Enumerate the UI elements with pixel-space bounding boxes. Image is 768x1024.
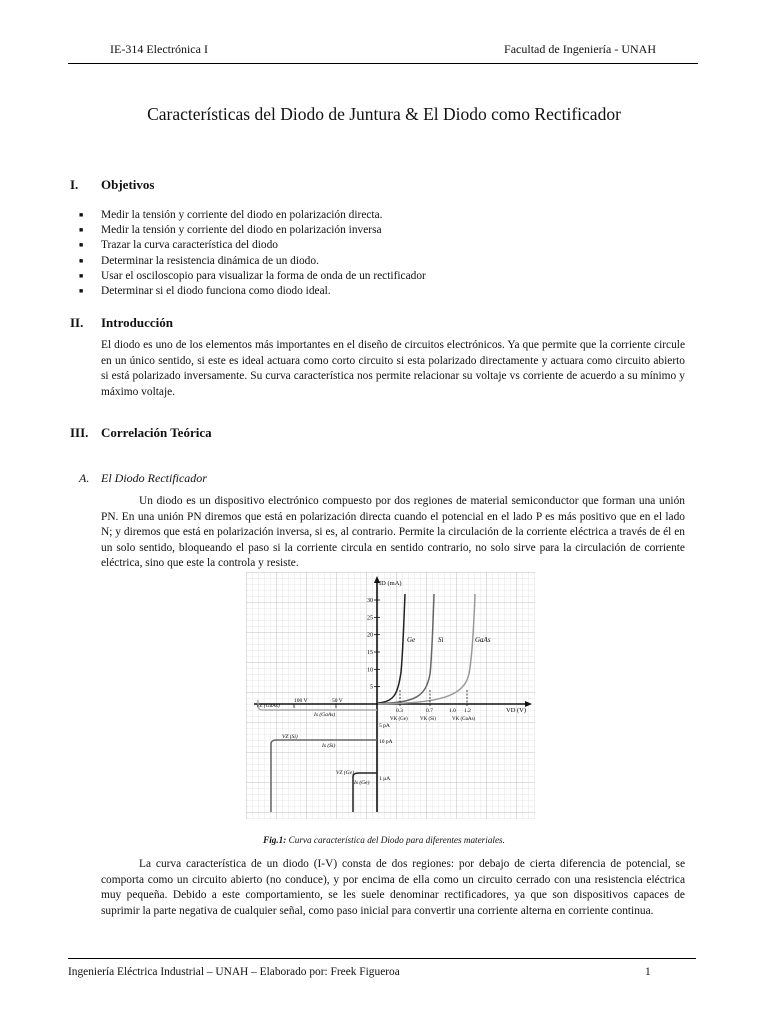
caption-text: Curva característica del Diodo para diferentes materiales. xyxy=(286,835,505,845)
section-objetivos-heading xyxy=(70,177,154,193)
section-correlacion-heading xyxy=(70,425,212,441)
diodo-paragraph: Un diodo es un dispositivo electrónico compuesto por dos regiones de material semiconductor que forman una unión PN. En una unión PN diremos que está en polarización directa cuando el potencial en el lado P es más positivo que en el lado N; y diremos que está en polarización inversa, si es, al contrario. Permite la circulación de la corriente eléctrica a través de él en un solo sentido, bloqueando el paso si la corriente circula en sentido contrario, no solo sirve para la circulación de corriente eléctrica, sino que este la controla y resiste. xyxy=(101,495,685,570)
series-label-si: Si xyxy=(438,636,444,644)
list-item: ■ Medir la tensión y corriente del diodo en polarización inversa xyxy=(79,223,426,238)
list-item: ■ Usar el osciloscopio para visualizar la forma de onda de un rectificador xyxy=(79,269,426,284)
curva-paragraph: La curva característica de un diodo (I-V) consta de dos regiones: por debajo de cierta diferencia de potencial, se comporta como un circuito abierto (no conduce), y por encima de ella como un circuito cerrado con una resistencia eléctrica muy pequeña. Debido a este comportamiento, se les suele denominar rectificadores, ya que son dispositivos capaces de suprimir la parte negativa de cualquier señal, como paso inicial para convertir una corriente alterna en corriente continua. xyxy=(101,858,685,917)
tick-label-0.3: 0.3 xyxy=(396,708,403,714)
subsection-title: El Diodo Rectificador xyxy=(101,471,207,485)
label-vz-si: VZ (Si) xyxy=(282,734,298,740)
y-tick-label-10: 10 xyxy=(367,667,373,674)
diode-characteristic-figure xyxy=(246,572,535,819)
knee-label-ge: VK (Ge) xyxy=(390,717,408,722)
section-number: I. xyxy=(70,177,79,192)
knee-label-gaas: VK (GaAs) xyxy=(452,717,476,722)
subsection-number: A. xyxy=(79,471,90,485)
objetivos-list xyxy=(79,208,426,299)
label-10pa: 10 pA xyxy=(379,739,393,745)
section-title: Correlación Teórica xyxy=(101,425,212,440)
caption-label: Fig.1: xyxy=(263,835,287,845)
y-axis-label: ID (mA) xyxy=(379,580,402,587)
footer-rule xyxy=(68,958,696,959)
x-axis-label: VD (V) xyxy=(506,707,527,714)
list-item: ■ Determinar la resistencia dinámica de un diodo. xyxy=(79,254,426,269)
section-introduccion-heading xyxy=(70,315,173,331)
page-number: 1 xyxy=(645,966,651,978)
y-tick-label-5: 5 xyxy=(370,684,373,691)
series-label-ge: Ge xyxy=(407,636,416,644)
diode-iv-chart xyxy=(246,572,535,819)
introduccion-paragraph: El diodo es uno de los elementos más importantes en el diseño de circuitos electrónicos. Ya que permite que la corriente circule en un único sentido, si este es ideal actuara como corto circuito si esta polarizado directamente y actuara como circuito abierto si está polarizado inversamente. Su curva característica nos permite relacionar su voltaje vs corriente de acuerdo a su mínimo y máximo voltaje. xyxy=(101,339,685,398)
label-5pa: 5 pA xyxy=(379,723,390,729)
section-title: Introducción xyxy=(101,315,173,330)
knee-label-si: VK (Si) xyxy=(420,717,436,722)
y-tick-label-25: 25 xyxy=(367,615,373,622)
header-rule xyxy=(68,63,698,64)
list-item: ■ Trazar la curva característica del diodo xyxy=(79,238,426,253)
label-is-ge: Is (Ge) xyxy=(354,780,370,786)
list-item: ■ Medir la tensión y corriente del diodo en polarización directa. xyxy=(79,208,426,223)
y-tick-label-30: 30 xyxy=(367,598,373,604)
section-title: Objetivos xyxy=(101,177,155,192)
header-course: IE-314 Electrónica I xyxy=(110,42,208,56)
section-number: II. xyxy=(70,315,84,330)
list-item: ■ Determinar si el diodo funciona como diodo ideal. xyxy=(79,284,426,299)
reverse-voltage-100: 100 V xyxy=(294,698,308,704)
section-number: III. xyxy=(70,425,89,440)
figure-caption xyxy=(0,835,768,845)
tick-label-1.2: 1.2 xyxy=(464,708,471,714)
series-label-gaas: GaAs xyxy=(475,636,491,644)
label-vz-ge: VZ (Ge) xyxy=(336,770,354,776)
tick-label-0.7: 0.7 xyxy=(426,708,433,714)
chart-grid xyxy=(246,572,535,819)
document-title: Características del Diodo de Juntura & El Diodo como Rectificador xyxy=(147,104,621,124)
label-is-si: Is (Si) xyxy=(322,743,336,749)
label-1ua: 1 µA xyxy=(379,776,391,782)
y-tick-label-20: 20 xyxy=(367,632,373,639)
header-faculty: Facultad de Ingeniería - UNAH xyxy=(504,42,656,56)
label-is-gaas: Is (GaAs) xyxy=(314,712,336,718)
tick-label-1.0: 1.0 xyxy=(449,708,456,714)
subsection-heading xyxy=(79,471,207,486)
reverse-voltage-50: 50 V xyxy=(332,698,343,704)
y-tick-label-15: 15 xyxy=(367,650,373,656)
label-vz-gaas: VZ (GaAs) xyxy=(256,703,280,709)
footer-credits: Ingeniería Eléctrica Industrial – UNAH – Elaborado por: Freek Figueroa xyxy=(68,966,400,978)
